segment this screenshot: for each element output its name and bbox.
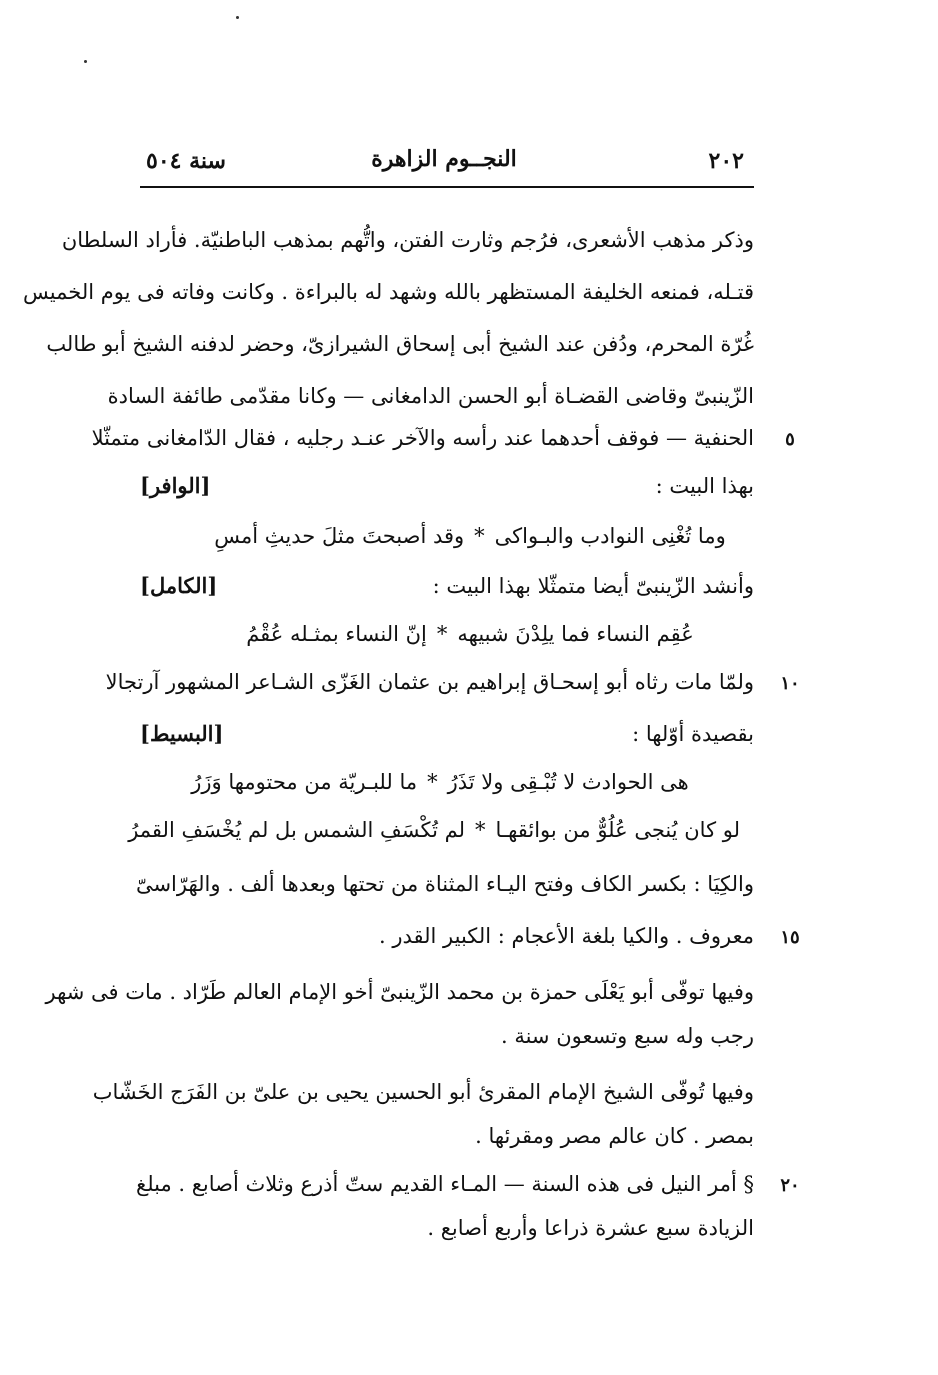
verse [140, 764, 740, 800]
header-rule [140, 186, 754, 188]
text-line: بهذا البيت : [655, 474, 754, 498]
meter-label: [الوافر] [140, 473, 211, 498]
line-number: ٢٠ [780, 1175, 800, 1196]
verse-separator: * [474, 524, 485, 548]
verse [200, 616, 740, 652]
speck [236, 16, 239, 19]
verse-hemistich: لم تُكْسَفِ الشمس بل لم يُخْسَفِ القمرُ [128, 818, 466, 842]
text-line: وأنشد الزّينبىّ أيضا متمثّلا بهذا البيت : [432, 574, 754, 598]
text-line: وفيها توفّى أبو يَعْلَى حمزة بن محمد الزّينبىّ أخو الإمام العالم طَرّاد . مات فى شهر [45, 980, 754, 1004]
page-number: ٢٠٢ [708, 148, 744, 174]
verse-separator: * [436, 622, 448, 646]
book-title: النجــوم الزاهرة [371, 146, 517, 172]
text-line: والكِيَا : بكسر الكاف وفتح اليـاء المثناة من تحتها وبعدها ألف . والهَرّاسىّ [135, 872, 754, 896]
text-line: معروف . والكيا بلغة الأعجام : الكبير القدر . [378, 924, 754, 948]
text-line: غُرّة المحرم، ودُفن عند الشيخ أبى إسحاق الشيرازىّ، وحضر لدفنه الشيخ أبو طالب [46, 332, 754, 356]
text-line: قتـله، فمنعه الخليفة المستظهر بالله وشهد له بالبراءة . وكانت وفاته فى يوم الخميس [23, 280, 754, 304]
verse-hemistich: إنّ النساء بمثـله عُقْمُ [246, 622, 427, 646]
line-number: ٥ [785, 429, 795, 450]
verse [200, 518, 740, 554]
meter-label: [البسيط] [140, 721, 224, 746]
verse-hemistich: هى الحوادث لا تُبْـقِى ولا تَذَرُ [447, 770, 689, 794]
verse-hemistich: وما تُغْنِى النوادب والبـواكى [494, 524, 726, 548]
line-number: ١٥ [780, 927, 800, 948]
text-line: رجب وله سبع وتسعون سنة . [500, 1024, 754, 1048]
verse-separator: * [427, 770, 438, 794]
text-line: بمصر . كان عالم مصر ومقرئها . [475, 1124, 754, 1148]
verse-hemistich: لو كان يُنجى عُلُوٌّ من بوائقهـا [495, 818, 740, 842]
text-line: الزّينبىّ وقاضى القضـاة أبو الحسن الدامغانى — وكانا مقدّمى طائفة السادة [107, 384, 754, 408]
text-line: بقصيدة أوّلها : [632, 722, 754, 746]
text-line: وذكر مذهب الأشعرى، فرُجم وثارت الفتن، واتُّهم بمذهب الباطنيّة. فأراد السلطان [61, 228, 754, 252]
year-label: سنة ٥٠٤ [146, 148, 226, 174]
verse-hemistich: وقد أصبحتَ مثلَ حديثِ أمسِ [214, 524, 465, 548]
text-line: ولمّا مات رثاه أبو إسحـاق إبراهيم بن عثمان الغَزّى الشـاعر المشهور آرتجالا [105, 670, 754, 694]
text-line: § أمر النيل فى هذه السنة — المـاء القديم ستّ أذرع وثلاث أصابع . مبلغ [136, 1172, 754, 1196]
speck [84, 60, 87, 63]
text-line: الزيادة سبع عشرة ذراعا وأربع أصابع . [427, 1216, 754, 1240]
text-line: الحنفية — فوقف أحدهما عند رأسه والآخر عنـد رجليه ، فقال الدّامغانى متمثّلا [91, 426, 754, 450]
line-number: ١٠ [780, 673, 800, 694]
verse [128, 812, 740, 848]
verse-separator: * [475, 818, 486, 842]
text-line: وفيها تُوفّى الشيخ الإمام المقرئ أبو الحسين يحيى بن علىّ بن الفَرَج الخَشّاب [92, 1080, 754, 1104]
meter-label: [الكامل] [140, 573, 218, 598]
verse-hemistich: ما للبـريّة من محتومها وَزَرُ [191, 770, 418, 794]
running-header [140, 142, 748, 182]
verse-hemistich: عُقِم النساء فما يلِدْنَ شبيهه [457, 622, 694, 646]
